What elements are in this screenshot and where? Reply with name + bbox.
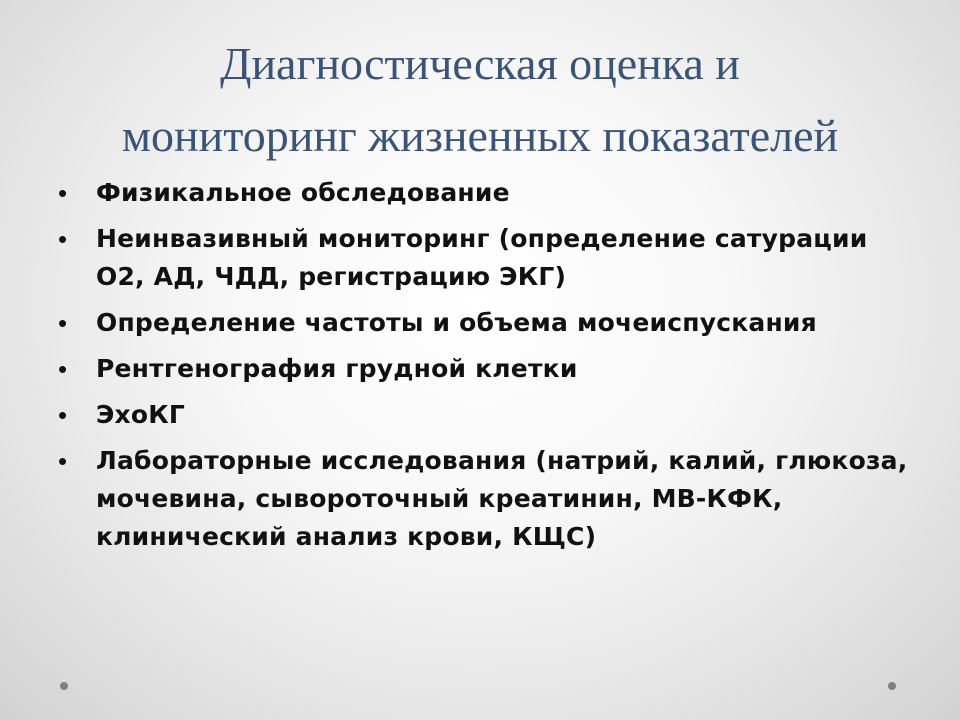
bullet-list — [58, 174, 918, 564]
bullet-text: Неинвазивный мониторинг (определение сатурации О2, АД, ЧДД, регистрацию ЭКГ) — [96, 224, 868, 291]
bullet-marker: • — [58, 178, 68, 208]
slide-title — [40, 28, 920, 172]
bullet-text: Определение частоты и объема мочеиспускания — [96, 308, 817, 337]
bullet-text: Лабораторные исследования (натрий, калий, глюкоза, мочевина, сывороточный креатинин, МВ-КФК, клинический анализ крови, КЩС) — [96, 446, 908, 551]
bullet-marker: • — [58, 308, 68, 338]
bullet-item-urination — [58, 304, 918, 342]
bullet-text: Рентгенография грудной клетки — [96, 354, 578, 383]
corner-dot-left — [60, 682, 68, 690]
bullet-item-noninvasive-monitoring — [58, 220, 918, 296]
bullet-marker: • — [58, 354, 68, 384]
bullet-marker: • — [58, 400, 68, 430]
bullet-marker: • — [58, 446, 68, 476]
bullet-marker: • — [58, 224, 68, 254]
slide-title-line-2: мониторинг жизненных показателей — [121, 110, 839, 161]
bullet-item-lab-tests — [58, 442, 918, 556]
bullet-text: ЭхоКГ — [96, 400, 186, 429]
bullet-item-physical-exam — [58, 174, 918, 212]
bullet-item-echocardiography — [58, 396, 918, 434]
corner-dot-right — [888, 682, 896, 690]
bullet-item-chest-xray — [58, 350, 918, 388]
bullet-text: Физикальное обследование — [96, 178, 510, 207]
slide-title-line-1: Диагностическая оценка и — [220, 38, 740, 89]
